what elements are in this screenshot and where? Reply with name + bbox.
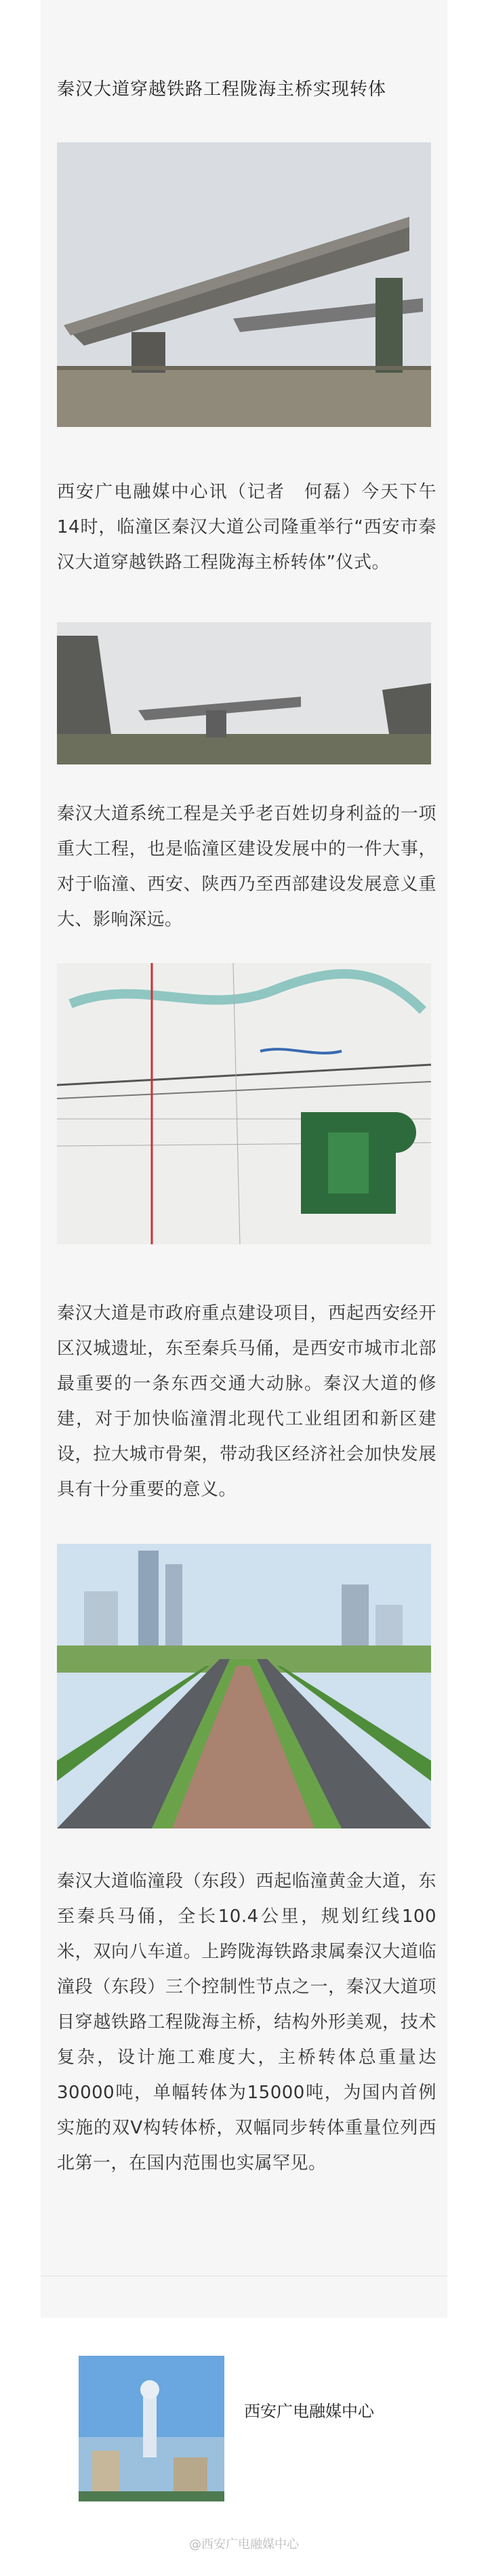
bridge-photo-2[interactable]	[57, 622, 431, 764]
planning-map[interactable]	[57, 963, 431, 1244]
article-title: 秦汉大道穿越铁路工程陇海主桥实现转体	[57, 79, 387, 100]
paragraph-1: 西安广电融媒中心讯（记者 何磊）今天下午14时，临潼区秦汉大道公司隆重举行“西安市秦汉大道穿越铁路工程陇海主桥转体”仪式。	[57, 482, 436, 573]
account-card[interactable]	[41, 2318, 447, 2460]
road-rendering[interactable]	[57, 1544, 431, 1828]
account-avatar[interactable]	[79, 2356, 224, 2501]
bridge-photo-1[interactable]	[57, 142, 431, 427]
paragraph-2: 秦汉大道系统工程是关乎老百姓切身利益的一项重大工程，也是临潼区建设发展中的一件大事，对于临潼、西安、陕西乃至西部建设发展意义重大、影响深远。	[57, 804, 436, 930]
paragraph-4: 秦汉大道临潼段（东段）西起临潼黄金大道，东至秦兵马俑，全长10.4公里，规划红线100米，双向八车道。上跨陇海铁路隶属秦汉大道临潼段（东段）三个控制性节点之一，秦汉大道项目穿越铁路工程陇海主桥，结构外形美观，技术复杂，设计施工难度大，主桥转体总重量达30000吨，单幅转体为15000吨，为国内首例实施的双V构转体桥，双幅同步转体重量位列西北第一，在国内范围也实属罕见。	[57, 1871, 436, 2173]
watermark: @西安广电融媒中心	[189, 2537, 299, 2552]
account-name: 西安广电融媒中心	[244, 2402, 374, 2421]
paragraph-3: 秦汉大道是市政府重点建设项目，西起西安经开区汉城遗址，东至秦兵马俑，是西安市城市北部最重要的一条东西交通大动脉。秦汉大道的修建，对于加快临潼渭北现代工业组团和新区建设，拉大城市骨架，带动我区经济社会加快发展具有十分重要的意义。	[57, 1303, 436, 1500]
